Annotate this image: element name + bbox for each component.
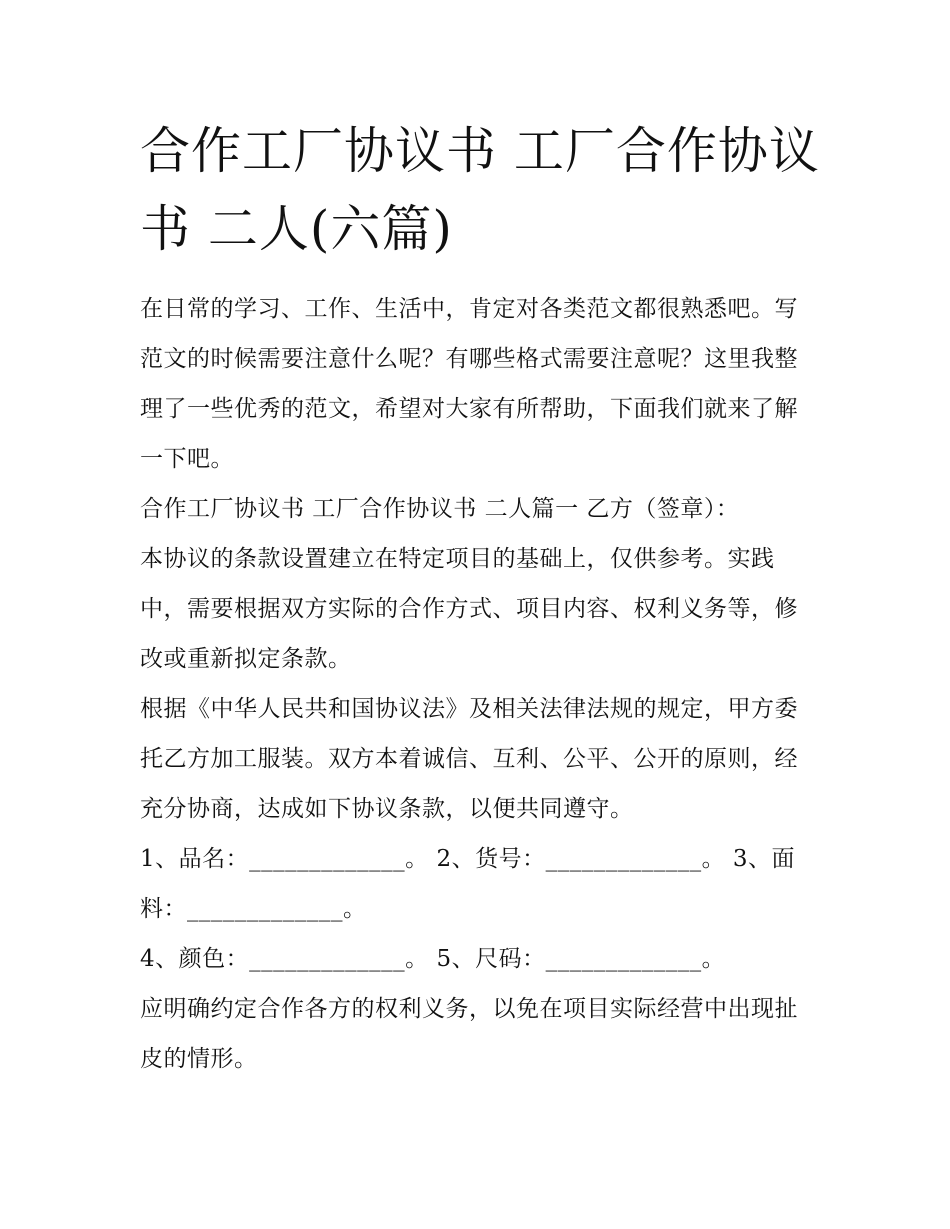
rights-paragraph: 应明确约定合作各方的权利义务，以免在项目实际经营中出现扯皮的情形。 bbox=[140, 996, 798, 1072]
note-paragraph: 本协议的条款设置建立在特定项目的基础上，仅供参考。实践中，需要根据双方实际的合作方式、项目内容、权利义务等，修改或重新拟定条款。 bbox=[140, 546, 798, 672]
document-title: 合作工厂协议书 工厂合作协议书 二人(六篇) bbox=[140, 122, 820, 258]
section-heading: 合作工厂协议书 工厂合作协议书 二人篇一 乙方（签章）： bbox=[140, 496, 740, 522]
agreement-paragraph: 根据《中华人民共和国协议法》及相关法律法规的规定，甲方委托乙方加工服装。双方本着诚信、互利、公平、公开的原则，经充分协商，达成如下协议条款，以便共同遵守。 bbox=[140, 696, 798, 822]
item-fields-line-1: 1、品名：_____________。 2、货号：_____________。 3、面料：_____________。 bbox=[140, 846, 796, 922]
intro-paragraph: 在日常的学习、工作、生活中，肯定对各类范文都很熟悉吧。写范文的时候需要注意什么呢？有哪些格式需要注意呢？这里我整理了一些优秀的范文，希望对大家有所帮助，下面我们就来了解一下吧。 bbox=[140, 296, 798, 472]
item-fields-line-2: 4、颜色：_____________。 5、尺码：_____________。 bbox=[140, 946, 726, 972]
document-body bbox=[140, 112, 820, 1084]
